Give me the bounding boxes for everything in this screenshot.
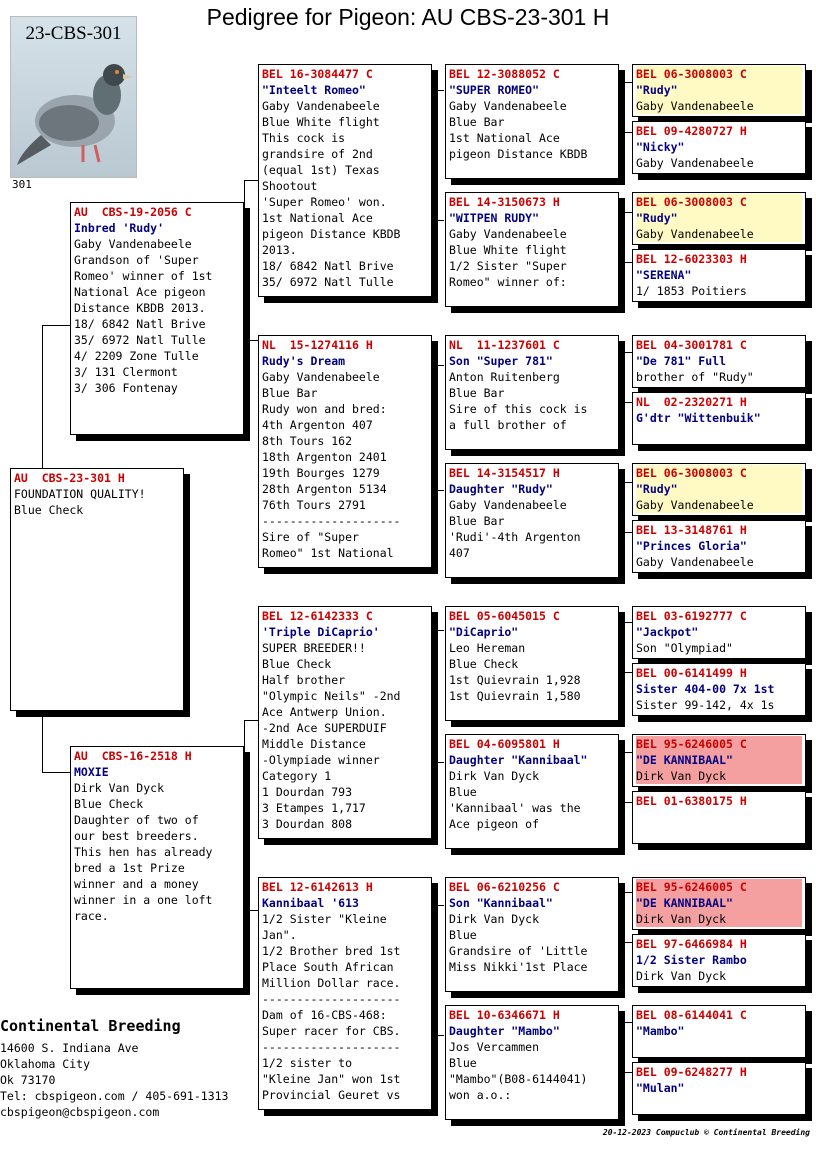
detail-line: 18th Argenton 2401 bbox=[262, 450, 387, 464]
connector-line bbox=[42, 325, 43, 468]
ring-number: NL 11-1237601 C bbox=[449, 338, 560, 352]
detail-line: Super racer for CBS. bbox=[262, 1024, 401, 1038]
connector-line bbox=[436, 220, 444, 221]
great-grandparent-card bbox=[445, 463, 619, 578]
ring-number: BEL 95-6246005 C bbox=[636, 737, 747, 751]
detail-line: Gaby Vandenabeele bbox=[636, 498, 754, 512]
detail-line: "Mambo"(B08-6144041) bbox=[449, 1072, 588, 1086]
ring-number: BEL 12-6142613 H bbox=[262, 880, 373, 894]
connector-line bbox=[623, 1072, 632, 1073]
pigeon-name: "Rudy" bbox=[636, 83, 678, 97]
pigeon-name: "De 781" Full bbox=[636, 354, 727, 368]
detail-line: -Olympiade winner bbox=[262, 753, 380, 767]
ring-number: BEL 08-6144041 C bbox=[636, 1008, 747, 1022]
ring-number: BEL 13-3148761 H bbox=[636, 523, 747, 537]
connector-line bbox=[436, 1035, 444, 1036]
detail-line: won a.o.: bbox=[449, 1088, 512, 1102]
great-grandparent-card bbox=[445, 335, 619, 450]
pigeon-name: "SERENA" bbox=[636, 268, 692, 282]
great-grandparent-card bbox=[445, 877, 619, 992]
ring-number: BEL 14-3154517 H bbox=[449, 466, 560, 480]
pigeon-name: Daughter "Rudy" bbox=[449, 482, 553, 496]
breeder-contact bbox=[0, 1018, 228, 1120]
detail-line: Blue Bar bbox=[449, 115, 505, 129]
pigeon-name: "Nicky" bbox=[636, 140, 685, 154]
detail-line: Grandsire of 'Little bbox=[449, 944, 588, 958]
pigeon-name: "Rudy" bbox=[636, 211, 678, 225]
detail-line: brother of "Rudy" bbox=[636, 370, 754, 384]
pigeon-name: "SUPER ROMEO" bbox=[449, 83, 540, 97]
detail-line: 28th Argenton 5134 bbox=[262, 482, 387, 496]
detail-line: 3 Dourdan 808 bbox=[262, 817, 353, 831]
connector-line bbox=[244, 180, 258, 181]
detail-line: Miss Nikki'1st Place bbox=[449, 960, 588, 974]
pigeon-name: Kannibaal '613 bbox=[262, 896, 359, 910]
great-grandparent-card bbox=[445, 606, 619, 721]
detail-line: 'Rudi'-4th Argenton bbox=[449, 530, 581, 544]
detail-line: 2013. bbox=[262, 243, 297, 257]
detail-line: -2nd Ace SUPERDUIF bbox=[262, 721, 387, 735]
connector-line bbox=[623, 892, 624, 942]
pigeon-name: 1/2 Sister Rambo bbox=[636, 953, 747, 967]
connector-line bbox=[42, 712, 43, 772]
detail-line: This cock is bbox=[262, 131, 346, 145]
ring-number: BEL 06-3008003 C bbox=[636, 195, 747, 209]
ring-number: BEL 06-3008003 C bbox=[636, 67, 747, 81]
connector-line bbox=[623, 82, 624, 132]
ring-number: BEL 97-6466984 H bbox=[636, 937, 747, 951]
highlight-band bbox=[636, 465, 802, 513]
detail-line: 4th Argenton 407 bbox=[262, 418, 373, 432]
contact-line: cbspigeon@cbspigeon.com bbox=[0, 1105, 160, 1119]
detail-line: winner and a money bbox=[74, 877, 199, 891]
ring-number: BEL 95-6246005 C bbox=[636, 880, 747, 894]
detail-line: Shootout bbox=[262, 179, 318, 193]
ancestor-card bbox=[632, 335, 806, 388]
detail-line: -------------------- bbox=[262, 514, 401, 528]
detail-line: Place South African bbox=[262, 960, 394, 974]
detail-line: 19th Bourges 1279 bbox=[262, 466, 380, 480]
ring-number: NL 15-1274116 H bbox=[262, 338, 373, 352]
contact-line: Ok 73170 bbox=[0, 1073, 56, 1087]
detail-line: Blue Check bbox=[14, 503, 84, 517]
detail-line: 3/ 306 Fontenay bbox=[74, 381, 178, 395]
ring-number: AU CBS-23-301 H bbox=[14, 471, 125, 485]
detail-line: Half brother bbox=[262, 673, 346, 687]
ring-number: BEL 12-6023303 H bbox=[636, 252, 747, 266]
detail-line: Ace Antwerp Union. bbox=[262, 705, 387, 719]
detail-line: Gaby Vandenabeele bbox=[636, 99, 754, 113]
connector-line bbox=[623, 622, 632, 623]
connector-line bbox=[623, 622, 624, 672]
detail-line: Gaby Vandenabeele bbox=[262, 99, 380, 113]
detail-line: bred a 1st Prize bbox=[74, 861, 185, 875]
detail-line: Gaby Vandenabeele bbox=[636, 156, 754, 170]
detail-line: 407 bbox=[449, 546, 470, 560]
highlight-band bbox=[636, 879, 802, 927]
pigeon-name: MOXIE bbox=[74, 765, 109, 779]
detail-line: Gaby Vandenabeele bbox=[636, 227, 754, 241]
contact-line: Oklahoma City bbox=[0, 1057, 91, 1071]
ancestor-card bbox=[632, 121, 806, 174]
pigeon-name: "Mulan" bbox=[636, 1081, 685, 1095]
detail-line: 35/ 6972 Natl Tulle bbox=[262, 275, 394, 289]
connector-line bbox=[436, 365, 437, 490]
pigeon-name: Sister 404-00 7x 1st bbox=[636, 682, 775, 696]
detail-line: Dirk Van Dyck bbox=[449, 769, 540, 783]
detail-line: (equal 1st) Texas bbox=[262, 163, 380, 177]
highlight-band bbox=[636, 194, 802, 242]
grandparent-card bbox=[258, 877, 432, 1110]
detail-line: 4/ 2209 Zone Tulle bbox=[74, 349, 199, 363]
dam-card bbox=[70, 746, 244, 989]
connector-line bbox=[623, 752, 624, 802]
detail-line: "Olympic Neils" -2nd bbox=[262, 689, 401, 703]
connector-line bbox=[623, 892, 632, 893]
detail-line: Dirk Van Dyck bbox=[636, 912, 727, 926]
ring-number: BEL 09-6248277 H bbox=[636, 1065, 747, 1079]
pigeon-name: "Inteelt Romeo" bbox=[262, 83, 366, 97]
detail-line: 18/ 6842 Natl Brive bbox=[262, 259, 394, 273]
connector-line bbox=[244, 910, 258, 911]
pigeon-name: 'Triple DiCaprio' bbox=[262, 625, 380, 639]
detail-line: Grandson of 'Super bbox=[74, 253, 199, 267]
detail-line: 3/ 131 Clermont bbox=[74, 365, 178, 379]
ancestor-card bbox=[632, 663, 806, 716]
detail-line: winner in a one loft bbox=[74, 893, 213, 907]
connector-line bbox=[623, 402, 632, 403]
ring-number: BEL 12-3088052 C bbox=[449, 67, 560, 81]
connector-line bbox=[623, 532, 632, 533]
great-grandparent-card bbox=[445, 192, 619, 307]
pigeon-name: "Princes Gloria" bbox=[636, 539, 747, 553]
ring-number: BEL 10-6346671 H bbox=[449, 1008, 560, 1022]
detail-line: 1st National Ace bbox=[262, 211, 373, 225]
ancestor-card bbox=[632, 64, 806, 117]
connector-line bbox=[623, 752, 632, 753]
detail-line: Blue Check bbox=[449, 657, 519, 671]
great-grandparent-card bbox=[445, 734, 619, 849]
ring-number: BEL 00-6141499 H bbox=[636, 666, 747, 680]
detail-line: Blue White flight bbox=[449, 243, 567, 257]
detail-line: Romeo' winner of 1st bbox=[74, 269, 213, 283]
subject-pigeon-card bbox=[10, 468, 184, 711]
connector-line bbox=[42, 325, 70, 326]
detail-line: Gaby Vandenabeele bbox=[449, 498, 567, 512]
connector-line bbox=[42, 772, 70, 773]
detail-line: 1/2 Brother bred 1st bbox=[262, 944, 401, 958]
detail-line: Rudy won and bred: bbox=[262, 402, 387, 416]
connector-line bbox=[623, 262, 632, 263]
detail-line: National Ace pigeon bbox=[74, 285, 206, 299]
detail-line: Blue bbox=[449, 785, 477, 799]
ancestor-card bbox=[632, 192, 806, 245]
pigeon-name: Rudy's Dream bbox=[262, 354, 346, 368]
detail-line: race. bbox=[74, 909, 109, 923]
detail-line: Romeo" winner of: bbox=[449, 275, 567, 289]
detail-line: Million Dollar race. bbox=[262, 976, 401, 990]
pigeon-name: G'dtr "Wittenbuik" bbox=[636, 411, 761, 425]
detail-line: This hen has already bbox=[74, 845, 213, 859]
detail-line: our best breeders. bbox=[74, 829, 199, 843]
detail-line: Blue White flight bbox=[262, 115, 380, 129]
detail-line: Romeo" 1st National bbox=[262, 546, 394, 560]
detail-line: SUPER BREEDER!! bbox=[262, 641, 366, 655]
connector-line bbox=[623, 942, 632, 943]
pigeon-name: Inbred 'Rudy' bbox=[74, 221, 165, 235]
detail-line: Gaby Vandenabeele bbox=[449, 227, 567, 241]
great-grandparent-card bbox=[445, 1005, 619, 1120]
detail-line: 'Super Romeo' won. bbox=[262, 195, 387, 209]
detail-line: Anton Ruitenberg bbox=[449, 370, 560, 384]
connector-line bbox=[623, 212, 632, 213]
detail-line: "Kleine Jan" won 1st bbox=[262, 1072, 401, 1086]
detail-line: Dirk Van Dyck bbox=[449, 912, 540, 926]
detail-line: Jos Vercammen bbox=[449, 1040, 540, 1054]
pigeon-name: Daughter "Kannibaal" bbox=[449, 753, 588, 767]
detail-line: Gaby Vandenabeele bbox=[74, 237, 192, 251]
ring-number: BEL 09-4280727 H bbox=[636, 124, 747, 138]
detail-line: Blue bbox=[449, 928, 477, 942]
detail-line: Gaby Vandenabeele bbox=[636, 555, 754, 569]
connector-line bbox=[623, 212, 624, 262]
detail-line: 1/2 sister to bbox=[262, 1056, 353, 1070]
connector-line bbox=[436, 490, 444, 491]
highlight-band bbox=[636, 66, 802, 114]
detail-line: -------------------- bbox=[262, 992, 401, 1006]
detail-line: grandsire of 2nd bbox=[262, 147, 373, 161]
detail-line: 1 Dourdan 793 bbox=[262, 785, 353, 799]
great-grandparent-card bbox=[445, 64, 619, 179]
ancestor-card bbox=[632, 606, 806, 659]
ancestor-card bbox=[632, 791, 806, 844]
highlight-band bbox=[636, 736, 802, 784]
detail-line: 8th Tours 162 bbox=[262, 434, 353, 448]
ring-number: BEL 03-6192777 C bbox=[636, 609, 747, 623]
pigeon-name: Son "Super 781" bbox=[449, 354, 553, 368]
detail-line: 'Kannibaal' was the bbox=[449, 801, 581, 815]
detail-line: pigeon Distance KBDB bbox=[262, 227, 401, 241]
ancestor-card bbox=[632, 520, 806, 573]
ring-number: AU CBS-19-2056 C bbox=[74, 205, 192, 219]
connector-line bbox=[436, 90, 444, 91]
pigeon-photo bbox=[10, 16, 137, 178]
detail-line: 35/ 6972 Natl Tulle bbox=[74, 333, 206, 347]
ring-number: BEL 14-3150673 H bbox=[449, 195, 560, 209]
connector-line bbox=[244, 720, 258, 721]
pigeon-name: "Mambo" bbox=[636, 1024, 685, 1038]
detail-line: 1st National Ace bbox=[449, 131, 560, 145]
connector-line bbox=[623, 482, 632, 483]
detail-line: 18/ 6842 Natl Brive bbox=[74, 317, 206, 331]
pigeon-name: "DiCaprio" bbox=[449, 625, 519, 639]
print-stamp: 20-12-2023 Compuclub © Continental Breeding bbox=[602, 1128, 810, 1137]
connector-line bbox=[623, 82, 632, 83]
detail-line: 1/2 Sister "Kleine bbox=[262, 912, 387, 926]
detail-line: Category 1 bbox=[262, 769, 332, 783]
ring-number: NL 02-2320271 H bbox=[636, 395, 747, 409]
detail-line: Dirk Van Dyck bbox=[636, 769, 727, 783]
detail-line: Dirk Van Dyck bbox=[636, 969, 727, 983]
ring-number: BEL 01-6380175 H bbox=[636, 794, 747, 808]
connector-line bbox=[623, 132, 632, 133]
connector-line bbox=[244, 720, 245, 910]
page-title: Pedigree for Pigeon: AU CBS-23-301 H bbox=[206, 4, 610, 30]
connector-line bbox=[436, 630, 437, 762]
detail-line: -------------------- bbox=[262, 1040, 401, 1054]
connector-line bbox=[623, 352, 632, 353]
grandparent-card bbox=[258, 335, 432, 568]
detail-line: Daughter of two of bbox=[74, 813, 199, 827]
detail-line: Jan". bbox=[262, 928, 297, 942]
photo-label: 23-CBS-301 bbox=[25, 23, 122, 44]
detail-line: Blue Check bbox=[262, 657, 332, 671]
photo-caption: 301 bbox=[12, 178, 32, 191]
connector-line bbox=[244, 340, 258, 341]
detail-line: 1st Quievrain 1,928 bbox=[449, 673, 581, 687]
detail-line: 1/ 1853 Poitiers bbox=[636, 284, 747, 298]
detail-line: Dam of 16-CBS-468: bbox=[262, 1008, 387, 1022]
detail-line: Distance KBDB 2013. bbox=[74, 301, 206, 315]
detail-line: Middle Distance bbox=[262, 737, 366, 751]
ancestor-card bbox=[632, 734, 806, 787]
pigeon-name: Son "Kannibaal" bbox=[449, 896, 553, 910]
connector-line bbox=[436, 90, 437, 220]
pigeon-name: "Jackpot" bbox=[636, 625, 699, 639]
ancestor-card bbox=[632, 463, 806, 516]
ring-number: BEL 06-6210256 C bbox=[449, 880, 560, 894]
connector-line bbox=[623, 482, 624, 532]
pigeon-name: Daughter "Mambo" bbox=[449, 1024, 560, 1038]
detail-line: Sire of "Super bbox=[262, 530, 359, 544]
sire-card bbox=[70, 202, 244, 435]
ring-number: BEL 05-6045015 C bbox=[449, 609, 560, 623]
detail-line: Blue Bar bbox=[449, 514, 505, 528]
detail-line: pigeon Distance KBDB bbox=[449, 147, 588, 161]
breeder-name: Continental Breeding bbox=[0, 1017, 181, 1035]
detail-line: Ace pigeon of bbox=[449, 817, 540, 831]
connector-line bbox=[436, 905, 437, 1035]
detail-line: Gaby Vandenabeele bbox=[449, 99, 567, 113]
connector-line bbox=[436, 630, 444, 631]
ancestor-card bbox=[632, 1005, 806, 1058]
ancestor-card bbox=[632, 249, 806, 302]
grandparent-card bbox=[258, 606, 432, 839]
ring-number: BEL 16-3084477 C bbox=[262, 67, 373, 81]
detail-line: Gaby Vandenabeele bbox=[262, 370, 380, 384]
ring-number: BEL 06-3008003 C bbox=[636, 466, 747, 480]
ring-number: BEL 04-3001781 C bbox=[636, 338, 747, 352]
detail-line: 76th Tours 2791 bbox=[262, 498, 366, 512]
detail-line: a full brother of bbox=[449, 418, 567, 432]
ancestor-card bbox=[632, 392, 806, 445]
connector-line bbox=[623, 352, 624, 402]
ancestor-card bbox=[632, 934, 806, 987]
pigeon-name: "Rudy" bbox=[636, 482, 678, 496]
ancestor-card bbox=[632, 877, 806, 930]
detail-line: Sister 99-142, 4x 1s bbox=[636, 698, 775, 712]
detail-line: FOUNDATION QUALITY! bbox=[14, 487, 146, 501]
detail-line: Dirk Van Dyck bbox=[74, 781, 165, 795]
connector-line bbox=[244, 180, 245, 340]
detail-line: 1st Quievrain 1,580 bbox=[449, 689, 581, 703]
detail-line: Son "Olympiad" bbox=[636, 641, 733, 655]
connector-line bbox=[623, 802, 632, 803]
detail-line: Provincial Geuret vs bbox=[262, 1088, 401, 1102]
detail-line: Blue bbox=[449, 1056, 477, 1070]
contact-line: Tel: cbspigeon.com / 405-691-1313 bbox=[0, 1089, 229, 1103]
connector-line bbox=[623, 672, 632, 673]
detail-line: Blue Bar bbox=[449, 386, 505, 400]
pigeon-name: "WITPEN RUDY" bbox=[449, 211, 540, 225]
contact-line: 14600 S. Indiana Ave bbox=[0, 1041, 139, 1055]
detail-line: Blue Bar bbox=[262, 386, 318, 400]
ring-number: BEL 12-6142333 C bbox=[262, 609, 373, 623]
pigeon-name: "DE KANNIBAAL" bbox=[636, 896, 733, 910]
ring-number: BEL 04-6095801 H bbox=[449, 737, 560, 751]
ancestor-card bbox=[632, 1062, 806, 1115]
detail-line: Blue Check bbox=[74, 797, 144, 811]
connector-line bbox=[436, 905, 444, 906]
connector-line bbox=[436, 762, 444, 763]
ring-number: AU CBS-16-2518 H bbox=[74, 749, 192, 763]
pigeon-name: "DE KANNIBAAL" bbox=[636, 753, 733, 767]
detail-line: 3 Etampes 1,717 bbox=[262, 801, 366, 815]
connector-line bbox=[436, 365, 444, 366]
detail-line: Leo Hereman bbox=[449, 641, 526, 655]
grandparent-card bbox=[258, 64, 432, 297]
detail-line: Sire of this cock is bbox=[449, 402, 588, 416]
detail-line: 1/2 Sister "Super bbox=[449, 259, 567, 273]
connector-line bbox=[623, 1022, 632, 1023]
connector-line bbox=[623, 1022, 624, 1072]
